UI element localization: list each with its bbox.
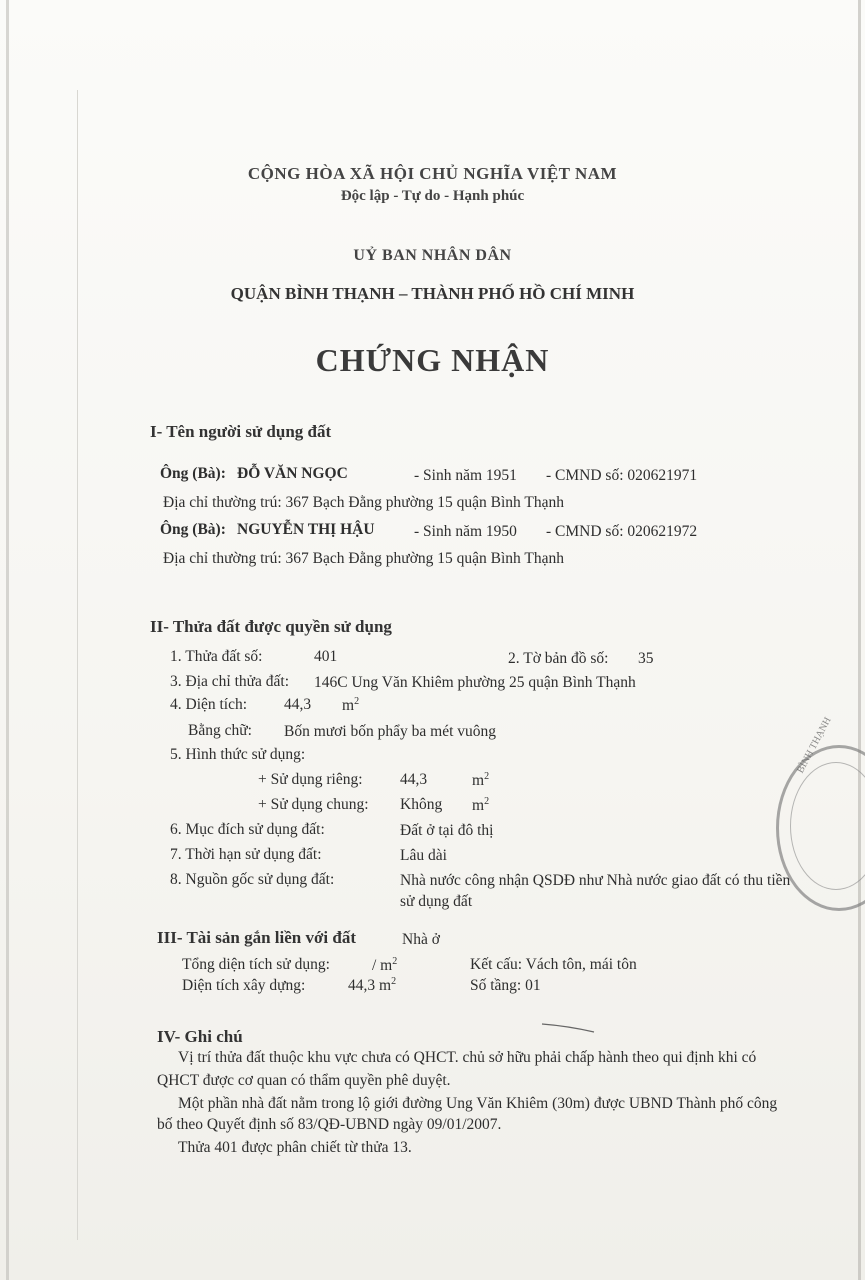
seal-text: BÌNH THẠNH [795, 715, 834, 776]
person-1-id: - CMND số: 020621971 [546, 467, 698, 484]
floors-info: Số tầng: 01 [470, 977, 541, 994]
origin-value-line1: Nhà nước công nhận QSDĐ như Nhà nước giao đất có thu tiền [400, 872, 791, 889]
note-2-line2: bố theo Quyết định số 83/QĐ-UBND ngày 09/01/2007. [157, 1116, 502, 1133]
area-unit-sup: 2 [354, 696, 360, 707]
term-label: 7. Thời hạn sử dụng đất: [170, 846, 322, 863]
private-use-label: + Sử dụng riêng: [258, 771, 363, 788]
map-sheet-value: 35 [638, 650, 654, 667]
area-words-label: Bằng chữ: [188, 722, 252, 739]
area-label: 4. Diện tích: [170, 696, 248, 713]
shared-use-label: + Sử dụng chung: [258, 796, 369, 813]
person-2-name: NGUYỄN THỊ HẬU [237, 521, 375, 538]
asset-type: Nhà ở [402, 931, 440, 948]
note-2-line1: Một phần nhà đất nằm trong lộ giới đường Ung Văn Khiêm (30m) được UBND Thành phố công [178, 1095, 778, 1112]
area-value: 44,3 [284, 696, 312, 713]
section-2-heading: II- Thửa đất được quyền sử dụng [150, 617, 392, 636]
person-2-id: - CMND số: 020621972 [546, 523, 698, 540]
note-1-line2: QHCT được cơ quan có thẩm quyền phê duyệt. [157, 1072, 451, 1089]
authority-name: UỶ BAN NHÂN DÂN [353, 247, 512, 264]
person-2-birth: - Sinh năm 1950 [414, 523, 517, 540]
shared-unit-sup: 2 [484, 796, 490, 807]
total-unit-sup: 2 [392, 956, 398, 967]
section-4-heading: IV- Ghi chú [157, 1027, 243, 1046]
person-1-address: Địa chỉ thường trú: 367 Bạch Đằng phường 15 quận Bình Thạnh [163, 494, 564, 511]
purpose-label: 6. Mục đích sử dụng đất: [170, 821, 325, 838]
person-1-name: ĐỖ VĂN NGỌC [237, 465, 348, 482]
note-3: Thửa 401 được phân chiết từ thửa 13. [178, 1139, 412, 1156]
area-unit: $m^2$ [342, 696, 360, 715]
parcel-value: 401 [314, 648, 338, 665]
parcel-address-label: 3. Địa chỉ thửa đất: [170, 673, 290, 690]
person-1-prefix: Ông (Bà): [160, 465, 226, 482]
shared-use-unit: $m^2$ [472, 796, 490, 815]
structure-info: Kết cấu: Vách tôn, mái tôn [470, 956, 637, 973]
term-value: Lâu dài [400, 847, 447, 864]
authority-district: QUẬN BÌNH THẠNH – THÀNH PHỐ HỒ CHÍ MINH [230, 284, 635, 303]
parcel-label: 1. Thửa đất số: [170, 648, 263, 665]
built-area-value: 44,3 $m^2$ [348, 976, 397, 995]
purpose-value: Đất ở tại đô thị [400, 822, 494, 839]
person-2-address: Địa chỉ thường trú: 367 Bạch Đằng phường 15 quận Bình Thạnh [163, 550, 564, 567]
parcel-address-value: 146C Ung Văn Khiêm phường 25 quận Bình Thạnh [314, 674, 636, 691]
origin-value-line2: sử dụng đất [400, 893, 473, 910]
national-title: CỘNG HÒA XÃ HỘI CHỦ NGHĨA VIỆT NAM [247, 164, 618, 183]
origin-label: 8. Nguồn gốc sử dụng đất: [170, 871, 335, 888]
built-unit-sup: 2 [391, 976, 397, 987]
shared-use-value: Không [400, 796, 443, 813]
person-1-birth: - Sinh năm 1951 [414, 467, 517, 484]
private-use-value: 44,3 [400, 771, 428, 788]
note-1-line1: Vị trí thửa đất thuộc khu vực chưa có QHCT. chủ sở hữu phải chấp hành theo qui định khi có [178, 1049, 757, 1066]
usage-form-label: 5. Hình thức sử dụng: [170, 746, 306, 763]
total-area-value: / $m^2$ [372, 956, 398, 975]
document-title: CHỨNG NHẬN [315, 342, 550, 378]
private-unit-sup: 2 [484, 771, 490, 782]
national-motto: Độc lập - Tự do - Hạnh phúc [340, 188, 525, 204]
section-3-heading: III- Tài sản gắn liền với đất [157, 928, 356, 947]
built-area-label: Diện tích xây dựng: [182, 977, 306, 994]
section-1-heading: I- Tên người sử dụng đất [150, 422, 332, 441]
area-words-value: Bốn mươi bốn phẩy ba mét vuông [284, 723, 497, 740]
person-2-prefix: Ông (Bà): [160, 521, 226, 538]
map-sheet-label: 2. Tờ bản đồ số: [508, 650, 609, 667]
private-use-unit: $m^2$ [472, 771, 490, 790]
total-area-label: Tổng diện tích sử dụng: [182, 956, 330, 973]
pen-mark [540, 1020, 596, 1034]
